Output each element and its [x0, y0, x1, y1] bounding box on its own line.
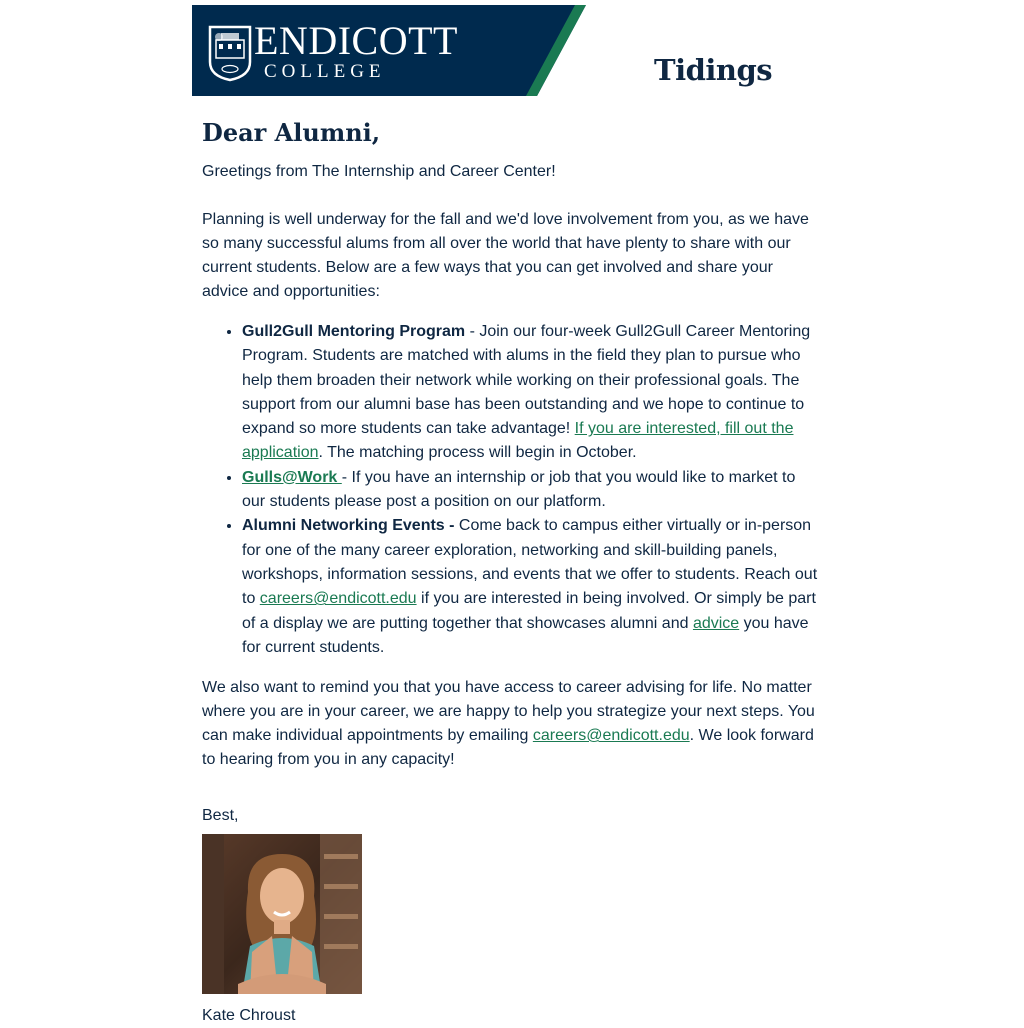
mentoring-title: Gull2Gull Mentoring Program [242, 323, 466, 340]
mentoring-after-text: . The matching process will begin in October. [318, 444, 637, 462]
signoff: Best, [202, 807, 239, 825]
networking-title: Alumni Networking Events - [242, 517, 459, 535]
list-item-networking-events [242, 514, 822, 660]
logo-line-college: COLLEGE [264, 61, 386, 82]
signer-photo [202, 834, 362, 994]
mentoring-text: - Join our four-week Gull2Gull Career Mentoring Program. Students are matched with alums in the field they plan to pursue who help them broaden their network while working on their professional goals. The support from our alumni base has been outstanding and we hope to continue to expand so more students can take advantage! [242, 323, 811, 438]
gulls-at-work-link[interactable]: Gulls@Work [242, 468, 342, 486]
college-crest-icon [207, 24, 253, 82]
reminder-text: We also want to remind you that you have access to career advising for life. No matter where you are in your career, we are happy to help you strategize your next steps. You can make individual appointments by emailing [202, 679, 815, 745]
email-content [202, 116, 822, 1028]
networking-text-3: you have for current students. [242, 614, 809, 656]
advice-link[interactable]: advice [692, 614, 740, 632]
reminder-email-link[interactable]: careers@endicott.edu [532, 727, 690, 745]
intro-text: Greetings from The Internship and Career Center! [202, 163, 556, 180]
newsletter-title: Tidings [654, 53, 773, 87]
networking-text-1: Come back to campus either virtually or in-person for one of the many career exploration, networking and skill-building panels, workshops, information sessions, and events that we offer to students. Reach out to [242, 517, 818, 608]
involvement-list [202, 320, 822, 660]
newsletter-header [192, 5, 832, 96]
networking-text-2: if you are interested in being involved. Or simply be part of a display we are putting together that showcases alumni and [242, 590, 816, 632]
list-item-mentoring [242, 320, 822, 466]
reminder-after-text: . We look forward to hearing from you in any capacity! [202, 727, 814, 769]
logo-line-endicott: ENDICOTT [254, 18, 458, 63]
list-item-gulls-at-work [242, 466, 822, 515]
reminder-paragraph [202, 676, 822, 772]
signer-name: Kate Chroust [202, 1007, 296, 1025]
gulls-at-work-text: - If you have an internship or job that you would like to market to our students please post a position on our platform. [242, 468, 796, 511]
college-logo-wordmark [254, 18, 458, 83]
careers-email-link[interactable]: careers@endicott.edu [259, 590, 417, 608]
mentoring-application-link[interactable]: If you are interested, fill out the application [242, 420, 794, 462]
planning-paragraph: Planning is well underway for the fall and we'd love involvement from you, as we have so many successful alums from all over the world that have plenty to share with our current students. Below are a few ways that you can get involved and share your advice and opportunities: [202, 211, 809, 300]
greeting-heading: Dear Alumni, [202, 118, 381, 147]
